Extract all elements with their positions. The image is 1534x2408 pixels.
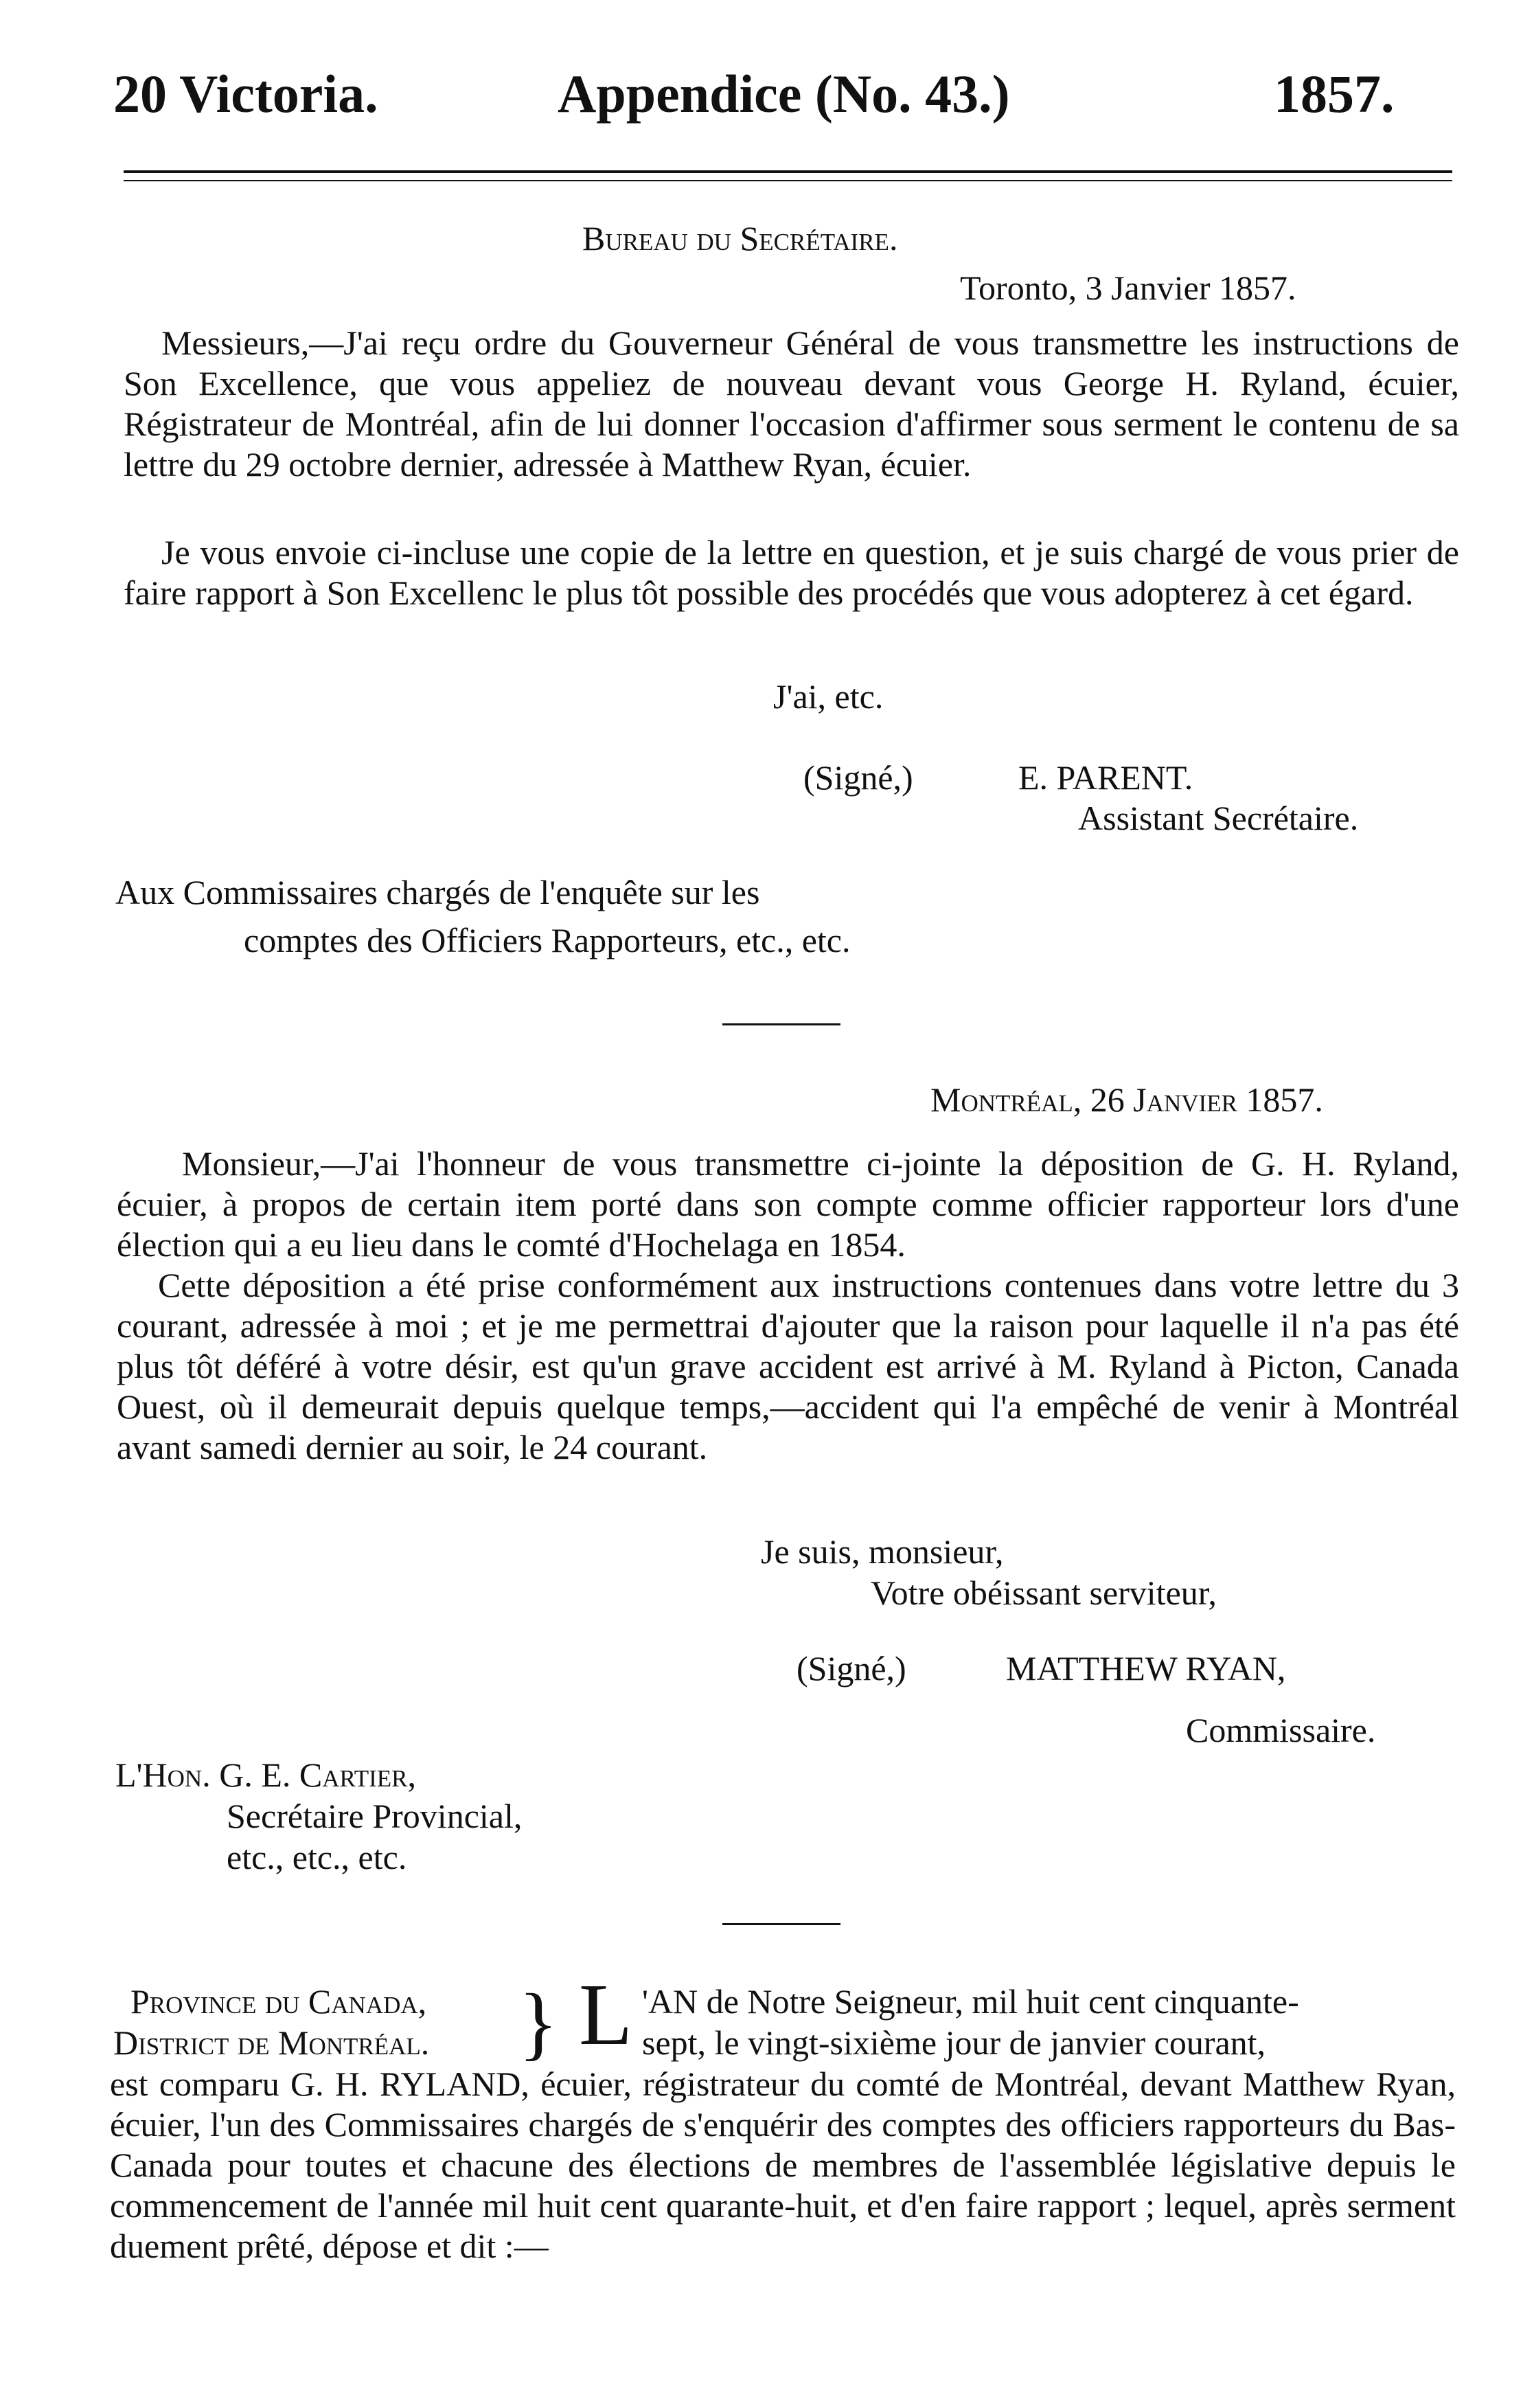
letter2-closing-2: Votre obéissant serviteur,: [871, 1574, 1217, 1612]
letter2-signer: MATTHEW RYAN,: [1006, 1649, 1286, 1688]
letter2-addressee-line-1: [115, 1755, 416, 1795]
letter1-closing: J'ai, etc.: [773, 677, 884, 716]
letter1-dateline: Toronto, 3 Janvier 1857.: [960, 269, 1296, 307]
letter2-closing-1: Je suis, monsieur,: [761, 1532, 1004, 1571]
deposition-brace: }: [518, 1977, 558, 2068]
letter2-signed: (Signé,): [797, 1649, 906, 1688]
deposition-body: est comparu G. H. RYLAND, écuier, régistrateur du comté de Montréal, devant Matthew Ryan, écuier, l'un des Commissaires chargés de s'enquérir des comptes des officiers rapporteurs du Bas-Canada pour toutes et chacune des élections de membres de l'assemblée législative depuis le commencement de l'année mil huit cent quarante-huit, et d'en faire rapport ; lequel, après serment duement prêté, dépose et dit :—: [110, 2065, 1456, 2265]
letter2-paragraph-2: Cette déposition a été prise conformément aux instructions contenues dans votre lettre du 3 courant, adressée à moi ; et je me permettrai d'ajouter que la raison pour laquelle il n'a pas été plus tôt déféré à votre désir, est qu'un grave accident est arrivé à M. Ryland à Picton, Canada Ouest, où il demeurait depuis quelque temps,—accident qui l'a empêché de venir à Montréal avant samedi dernier au soir, le 24 courant.: [117, 1266, 1459, 1466]
letter2-addressee-line-2: Secrétaire Provincial,: [227, 1797, 523, 1835]
header-session: 20 Victoria.: [113, 64, 378, 124]
bureau-heading: Bureau du Secrétaire.: [582, 219, 898, 258]
section-divider-2: [722, 1923, 840, 1925]
section-divider-1: [722, 1023, 840, 1025]
letter2-addressee-line-3: etc., etc., etc.: [227, 1838, 407, 1876]
letter1-signer: E. PARENT.: [1018, 758, 1193, 797]
letter1-signed: (Signé,): [803, 758, 913, 797]
letter2-dateline-text: Montréal, 26 Janvier 1857.: [930, 1080, 1323, 1119]
letter2-addressee-text: L'Hon. G. E. Cartier,: [115, 1756, 416, 1794]
letter1-paragraph-2: Je vous envoie ci-incluse une copie de la lettre en question, et je suis chargé de vous prier de faire rapport à Son Excellenc le plus tôt possible des procédés que vous adopterez à cet égard.: [124, 533, 1459, 612]
deposition-district: District de Montréal.: [113, 2023, 430, 2062]
header-rule-top: [124, 170, 1452, 173]
deposition-line-1: 'AN de Notre Seigneur, mil huit cent cinquante-: [642, 1982, 1299, 2021]
letter1-signer-title: Assistant Secrétaire.: [1078, 799, 1359, 837]
letter1-address-line-2: comptes des Officiers Rapporteurs, etc., etc.: [244, 921, 851, 959]
letter2-paragraph-1: Monsieur,—J'ai l'honneur de vous transmettre ci-jointe la déposition de G. H. Ryland, écuier, à propos de certain item porté dans son compte comme officier rapporteur lors d'une élection qui a eu lieu dans le comté d'Hochelaga en 1854.: [117, 1144, 1459, 1264]
letter2-signer-title: Commissaire.: [1186, 1711, 1376, 1749]
header-appendix: Appendice (No. 43.): [558, 64, 1010, 124]
letter1-paragraph-1: Messieurs,—J'ai reçu ordre du Gouverneur Général de vous transmettre les instructions de Son Excellence, que vous appeliez de nouveau devant vous George H. Ryland, écuier, Régistrateur de Montréal, afin de lui donner l'occasion d'affirmer sous serment le contenu de sa lettre du 29 octobre dernier, adressée à Matthew Ryan, écuier.: [124, 323, 1459, 484]
deposition-province: Province du Canada,: [130, 1982, 427, 2021]
deposition-line-2: sept, le vingt-sixième jour de janvier courant,: [642, 2023, 1266, 2062]
deposition-initial-letter: L: [579, 1966, 633, 2063]
letter1-address-line-1: Aux Commissaires chargés de l'enquête sur les: [115, 873, 760, 911]
letter2-dateline: [930, 1080, 1323, 1120]
header-year: 1857.: [1274, 64, 1395, 124]
header-rule-bottom: [124, 180, 1452, 181]
